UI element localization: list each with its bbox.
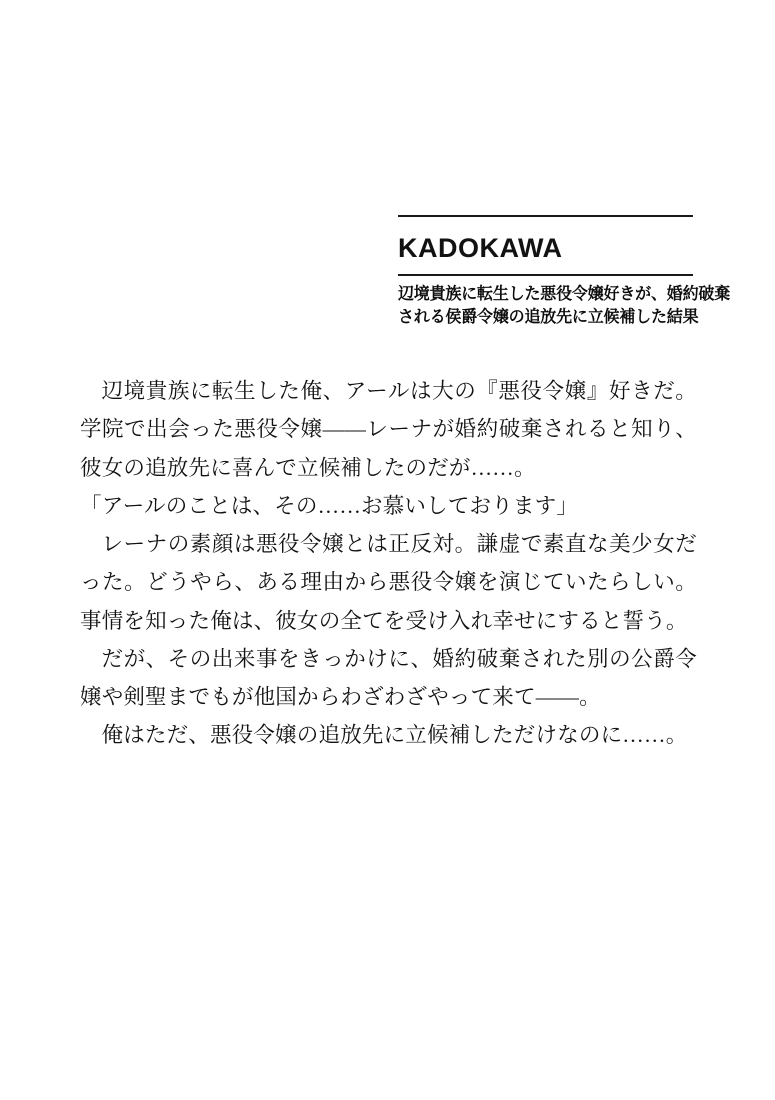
blurb-paragraph: レーナの素顔は悪役令嬢とは正反対。謙虚で素直な美少女だった。どうやら、ある理由から悪役令嬢を演じていたらしい。事情を知った俺は、彼女の全てを受け入れ幸せにすると誓う。 [80,532,697,633]
publisher-block [398,215,731,330]
publisher-name: KADOKAWA [398,233,563,263]
blurb-paragraph: 辺境貴族に転生した俺、アールは大の『悪役令嬢』好きだ。学院で出会った悪役令嬢——レーナが婚約破棄されると知り、彼女の追放先に喜んで立候補したのだが……。 [80,379,697,480]
blurb-paragraph: 俺はただ、悪役令嬢の追放先に立候補しただけなのに……。 [101,723,688,748]
divider-middle [398,274,693,276]
book-title-line-1: 辺境貴族に転生した悪役令嬢好きが、婚約破棄 [398,284,731,303]
blurb-paragraph: 「アールのことは、その……お慕いしております」 [80,493,579,518]
divider-top [398,215,693,217]
blurb-paragraph: だが、その出来事をきっかけに、婚約破棄された別の公爵令嬢や剣聖までもが他国からわざわざやって来て——。 [80,646,697,710]
book-title-line-2: される侯爵令嬢の追放先に立候補した結果 [398,308,699,327]
blurb-text [80,372,697,755]
book-title [398,283,731,330]
